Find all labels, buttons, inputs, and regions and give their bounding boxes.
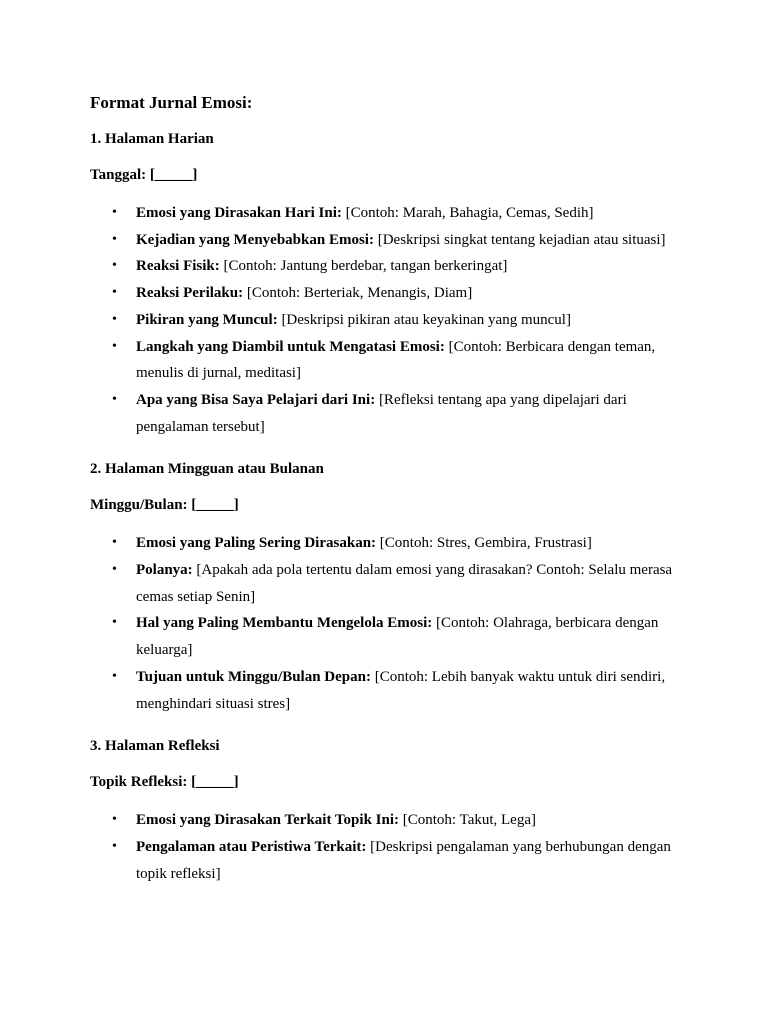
- item-text: [Contoh: Lebih banyak waktu untuk diri sendiri, menghindari situasi stres]: [136, 668, 666, 712]
- item-label: Emosi yang Dirasakan Terkait Topik Ini:: [136, 812, 400, 829]
- item-text: [Contoh: Jantung berdebar, tangan berkeringat]: [219, 258, 508, 275]
- item-text: [Contoh: Berbicara dengan teman, menulis di jurnal, meditasi]: [136, 338, 656, 382]
- bullet-list: [90, 807, 678, 887]
- list-item: [90, 307, 696, 334]
- item-label: Kejadian yang Menyebabkan Emosi:: [136, 231, 374, 248]
- section-spacer: [90, 717, 678, 735]
- bullet-icon: •: [112, 205, 117, 220]
- list-item: [90, 610, 696, 663]
- item-text: [Contoh: Stres, Gembira, Frustrasi]: [376, 535, 592, 552]
- bullet-icon: •: [112, 562, 117, 578]
- list-item: [90, 334, 696, 387]
- item-label: Apa yang Bisa Saya Pelajari dari Ini:: [136, 391, 376, 408]
- list-item: [90, 280, 696, 307]
- item-label: Hal yang Paling Membantu Mengelola Emosi:: [136, 615, 433, 632]
- bullet-icon: •: [112, 535, 117, 551]
- list-item: [90, 557, 696, 610]
- bullet-icon: •: [112, 812, 117, 828]
- section-reflection-page: [90, 735, 678, 887]
- bullet-icon: •: [112, 668, 117, 684]
- item-label: Reaksi Fisik:: [136, 258, 220, 275]
- document-title: Format Jurnal Emosi:: [90, 93, 253, 112]
- period-field: Minggu/Bulan: [_____]: [90, 497, 239, 514]
- list-item: [90, 807, 696, 834]
- list-item: [90, 253, 696, 280]
- item-text: [Contoh: Berteriak, Menangis, Diam]: [243, 285, 473, 302]
- bullet-icon: •: [112, 258, 117, 274]
- item-label: Pikiran yang Muncul:: [136, 311, 278, 328]
- item-label: Langkah yang Diambil untuk Mengatasi Emosi:: [136, 338, 445, 355]
- item-text: [Apakah ada pola tertentu dalam emosi yang dirasakan? Contoh: Selalu merasa cemas setiap Senin]: [136, 562, 673, 605]
- section-weekly-monthly-page: [90, 458, 678, 717]
- bullet-list: [90, 200, 678, 440]
- item-label: Tujuan untuk Minggu/Bulan Depan:: [136, 668, 371, 685]
- item-label: Reaksi Perilaku:: [136, 285, 244, 302]
- date-field: Tanggal: [_____]: [90, 167, 198, 183]
- item-text: [Deskripsi pengalaman yang berhubungan dengan topik refleksi]: [136, 838, 671, 882]
- item-label: Emosi yang Dirasakan Hari Ini:: [136, 205, 342, 221]
- bullet-icon: •: [112, 838, 117, 854]
- item-text: [Contoh: Takut, Lega]: [399, 812, 536, 829]
- item-text: [Contoh: Marah, Bahagia, Cemas, Sedih]: [341, 205, 594, 221]
- bullet-icon: •: [112, 231, 117, 247]
- item-text: [Contoh: Olahraga, berbicara dengan keluarga]: [136, 615, 659, 659]
- bullet-list: [90, 530, 678, 717]
- item-text: [Refleksi tentang apa yang dipelajari dari pengalaman tersebut]: [136, 391, 627, 435]
- section-heading: 1. Halaman Harian: [90, 131, 214, 147]
- list-item: [90, 664, 696, 717]
- bullet-icon: •: [112, 338, 117, 354]
- section-daily-page: [90, 128, 678, 440]
- list-item: [90, 200, 696, 227]
- list-item: [90, 387, 696, 440]
- item-text: [Deskripsi singkat tentang kejadian atau situasi]: [373, 231, 666, 248]
- item-label: Polanya:: [136, 562, 193, 579]
- list-item: [90, 834, 696, 887]
- section-heading: 2. Halaman Mingguan atau Bulanan: [90, 461, 324, 478]
- bullet-icon: •: [112, 285, 117, 301]
- bullet-icon: •: [112, 311, 117, 327]
- topic-field: Topik Refleksi: [_____]: [90, 774, 239, 791]
- list-item: [90, 530, 696, 557]
- item-text: [Deskripsi pikiran atau keyakinan yang muncul]: [277, 311, 571, 328]
- bullet-icon: •: [112, 391, 117, 407]
- section-heading: 3. Halaman Refleksi: [90, 738, 220, 755]
- item-label: Emosi yang Paling Sering Dirasakan:: [136, 535, 377, 552]
- list-item: [90, 227, 696, 254]
- bullet-icon: •: [112, 615, 117, 631]
- item-label: Pengalaman atau Peristiwa Terkait:: [136, 838, 367, 855]
- section-spacer: [90, 440, 678, 458]
